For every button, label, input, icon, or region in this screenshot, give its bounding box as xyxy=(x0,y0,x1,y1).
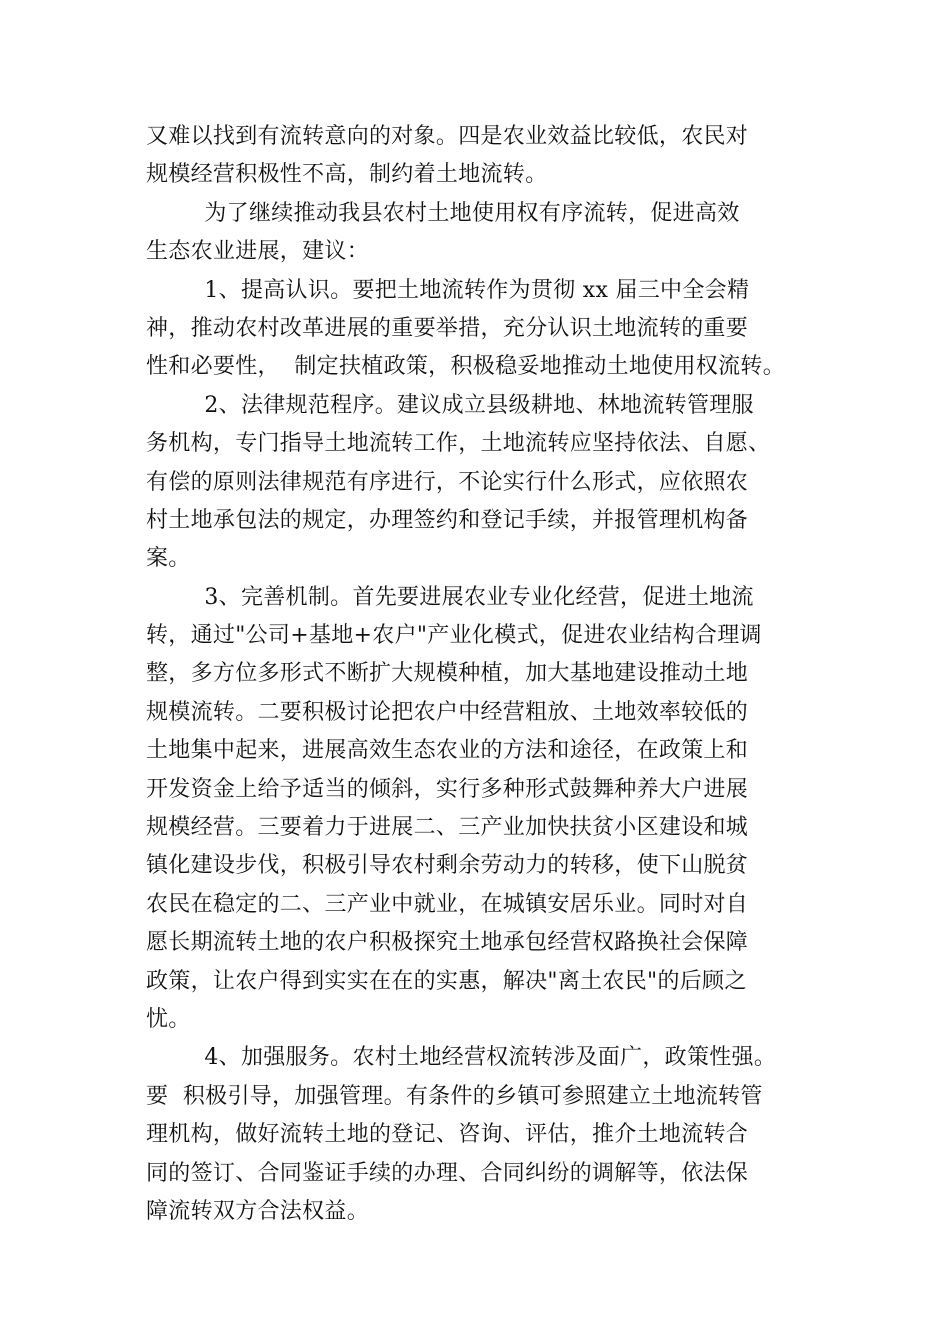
text-line: 土地集中起来，进展高效生态农业的方法和途径，在政策上和 xyxy=(146,738,749,764)
text-line: 1、提高认识。要把土地流转作为贯彻 xx 届三中全会精 xyxy=(146,277,750,303)
paragraph-5 xyxy=(146,579,806,1040)
text-line: 整，多方位多形式不断扩大规模种植，加大基地建设推动土地 xyxy=(146,661,749,687)
text-line: 4、加强服务。农村土地经营权流转涉及面广，政策性强。 xyxy=(146,1045,777,1071)
text-line: 规模流转。二要积极讨论把农户中经营粗放、土地效率较低的 xyxy=(146,699,749,725)
text-line: 愿长期流转土地的农户积极探究土地承包经营权路换社会保障 xyxy=(146,930,749,956)
text-line: 开发资金上给予适当的倾斜，实行多种形式鼓舞种养大户进展 xyxy=(146,776,749,802)
paragraph-1 xyxy=(146,118,806,195)
text-line: 政策，让农户得到实实在在的实惠，解决"离土农民"的后顾之 xyxy=(146,968,747,994)
text-line: 有偿的原则法律规范有序进行，不论实行什么形式，应依照农 xyxy=(146,469,749,495)
text-line: 性和必要性， 制定扶植政策，积极稳妥地推动土地使用权流转。 xyxy=(146,354,785,380)
text-line: 要 积极引导，加强管理。有条件的乡镇可参照建立土地流转管 xyxy=(146,1083,763,1109)
paragraph-3 xyxy=(146,272,806,387)
text-line: 农民在稳定的二、三产业中就业，在城镇安居乐业。同时对自 xyxy=(146,891,749,917)
text-line: 生态农业进展，建议： xyxy=(146,239,370,265)
text-line: 规模经营积极性不高，制约着土地流转。 xyxy=(146,162,548,188)
paragraph-4 xyxy=(146,387,806,579)
document-body xyxy=(146,118,806,1231)
text-line: 转，通过"公司+基地+农户"产业化模式，促进农业结构合理调 xyxy=(146,623,762,649)
text-line: 神，推动农村改革进展的重要举措，充分认识土地流转的重要 xyxy=(146,315,749,341)
paragraph-6 xyxy=(146,1039,806,1231)
text-line: 为了继续推动我县农村土地使用权有序流转，促进高效 xyxy=(146,200,740,226)
text-line: 村土地承包法的规定，办理签约和登记手续，并报管理机构备 xyxy=(146,507,749,533)
text-line: 2、法律规范程序。建议成立县级耕地、林地流转管理服 xyxy=(146,392,754,418)
text-line: 障流转双方合法权益。 xyxy=(146,1198,370,1224)
text-line: 忧。 xyxy=(146,1006,191,1032)
text-line: 务机构，专门指导土地流转工作，土地流转应坚持依法、自愿、 xyxy=(146,431,771,457)
text-line: 镇化建设步伐，积极引导农村剩余劳动力的转移，使下山脱贫 xyxy=(146,853,749,879)
paragraph-2 xyxy=(146,195,806,272)
text-line: 3、完善机制。首先要进展农业专业化经营，促进土地流 xyxy=(146,584,754,610)
text-line: 理机构，做好流转土地的登记、咨询、评估，推介土地流转合 xyxy=(146,1122,749,1148)
text-line: 又难以找到有流转意向的对象。四是农业效益比较低，农民对 xyxy=(146,124,749,149)
text-line: 案。 xyxy=(146,546,191,572)
text-line: 同的签订、合同鉴证手续的办理、合同纠纷的调解等，依法保 xyxy=(146,1160,749,1186)
text-line: 规模经营。三要着力于进展二、三产业加快扶贫小区建设和城 xyxy=(146,815,749,841)
